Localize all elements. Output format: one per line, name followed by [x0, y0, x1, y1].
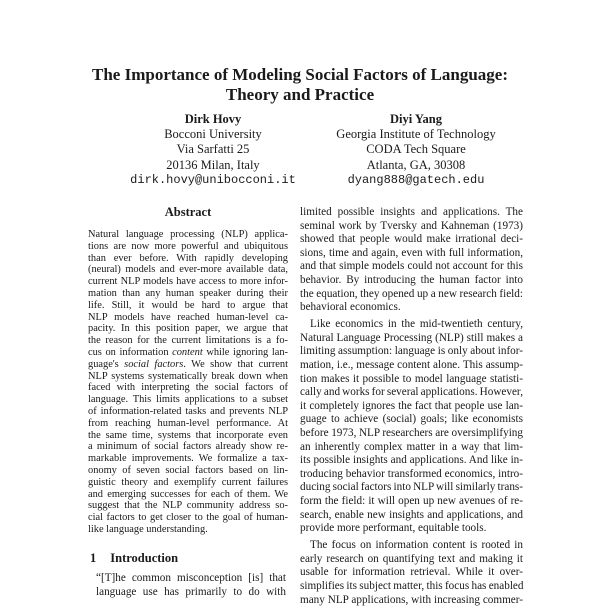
abstract-line: from reaching human-level performance. At — [88, 417, 288, 429]
quote-line: language use has primarily to do with — [96, 585, 286, 598]
intro-quote — [96, 572, 286, 599]
author-block-2 — [296, 112, 536, 188]
body-line: showed that people would make irrational deci- — [300, 233, 523, 246]
body-line: The focus on information content is rooted in — [310, 539, 523, 552]
section-number: 1 — [90, 551, 97, 565]
paper-title-line-2: Theory and Practice — [225, 85, 375, 104]
paragraph — [300, 318, 523, 536]
quote-line: “[T]he common misconception [is] that — [96, 572, 286, 584]
author-affiliation: Georgia Institute of Technology — [336, 127, 496, 142]
author-address: CODA Tech Square — [366, 142, 466, 157]
abstract-line: markable improvements. We formalize a tax- — [88, 453, 288, 465]
author-address: 20136 Milan, Italy — [166, 157, 260, 172]
body-line: search, enable new insights and applications, and — [300, 508, 523, 521]
abstract-line: the reason for the current limitations is a fo- — [88, 335, 288, 347]
body-line: before 1973, NLP researchers are oversimplifying — [300, 427, 523, 439]
abstract-line: life. Still, it would be hard to argue that — [88, 299, 288, 311]
body-line: troducing behavior transformed economics, intro- — [300, 467, 523, 480]
body-line: guage to achieve (social) goals; like economists — [300, 413, 523, 426]
author-email[interactable]: dyang888@gatech.edu — [347, 172, 485, 187]
body-line: Like economics in the mid-twentieth century, — [310, 318, 523, 331]
body-line: early research on quantifying text and making it — [300, 552, 523, 565]
body-line: limiting assumption: language is only about infor- — [300, 345, 523, 358]
author-name: Dirk Hovy — [184, 112, 242, 126]
abstract-line: cial factors to get closer to the goal of human- — [88, 512, 288, 524]
abstract-line: suggest that the NLP community address so- — [88, 500, 288, 512]
abstract-heading: Abstract — [164, 205, 212, 219]
abstract-line: language. This limits applications to a subset — [88, 394, 288, 406]
body-line: behavioral economics. — [300, 301, 401, 314]
body-line: the equation, they opened up a new research field: — [300, 287, 523, 300]
author-address: Via Sarfatti 25 — [176, 142, 250, 157]
right-column-body — [300, 206, 523, 607]
body-line: its possible insights and applications. And like in- — [300, 454, 523, 467]
body-line: sions, time and again, even with full information, — [300, 246, 523, 259]
abstract-line: the same time, systems that incorporate even — [88, 429, 288, 441]
body-line: tion makes it possible to model language statisti- — [300, 372, 523, 385]
abstract-line: current NLP models have access to more infor- — [88, 276, 288, 288]
abstract-line: faced with interpreting the social factors of — [88, 382, 288, 394]
author-email[interactable]: dirk.hovy@unibocconi.it — [130, 172, 296, 187]
body-line: ducing social factors into NLP will similarly trans- — [300, 481, 523, 494]
emphasis: content — [172, 346, 203, 358]
author-address: Atlanta, GA, 30308 — [366, 157, 466, 172]
paper-title-line-1: The Importance of Modeling Social Factors of Language: — [92, 65, 508, 84]
paragraph — [300, 539, 523, 607]
body-line: simplifies its subject matter, this focus has enabled — [300, 580, 524, 593]
abstract-line: a minimum of social factors already show re- — [88, 441, 288, 453]
abstract-line: pacity. In this position paper, we argue that — [88, 323, 288, 335]
abstract-line: like language understanding. — [88, 523, 208, 535]
paragraph — [300, 206, 523, 315]
body-line: mation, i.e., message content alone. This assump- — [300, 359, 523, 372]
abstract-line: and emerging successes for each of them. We — [88, 488, 288, 500]
abstract-line: than ever before. With rapidly developing — [88, 252, 288, 264]
body-line: many NLP applications, with increasing commer- — [300, 593, 523, 606]
abstract-line: mation than any human speaker during their — [88, 287, 288, 299]
emphasis: social factors — [124, 358, 184, 370]
body-line: seminal work by Tversky and Kahneman (1973) — [300, 219, 523, 232]
abstract-line: Natural language processing (NLP) applica- — [88, 229, 288, 240]
author-name: Diyi Yang — [390, 112, 442, 126]
body-line: behavior. By introducing the human factor into — [300, 273, 523, 286]
abstract-line: guistic theory and exemplify current failures — [88, 476, 288, 488]
section-heading-introduction — [90, 551, 178, 565]
abstract-line: tions are now more powerful and ubiquitous — [88, 240, 288, 252]
abstract-line: onomy of seven social factors based on lin- — [88, 464, 288, 476]
abstract-line: of information-related tasks and prevents NLP — [88, 405, 288, 417]
abstract-line: NLP models have reached human-level ca- — [88, 311, 288, 323]
body-line: and that simple models could not account for this — [300, 260, 523, 273]
body-line: an inherently complex matter in a way that lim- — [300, 440, 523, 453]
body-line: it completely ignores the fact that people use lan- — [300, 399, 523, 412]
abstract-line: guage's social factors. We show that current — [88, 358, 288, 370]
section-title: Introduction — [110, 551, 179, 565]
body-line: provide more performant, equitable tools. — [300, 522, 487, 535]
abstract-line: cus on information content while ignoring lan- — [88, 346, 288, 358]
abstract-line: (neural) models and ever-more available data, — [88, 264, 288, 276]
body-line: limited possible insights and applications. The — [300, 206, 523, 218]
body-line: usable for information retrieval. While it over- — [300, 566, 523, 579]
abstract-body — [88, 229, 288, 536]
abstract-line: NLP systems systematically break down when — [88, 370, 288, 382]
body-line: form the field: it will open up new avenues of re- — [300, 494, 523, 507]
author-affiliation: Bocconi University — [164, 127, 262, 142]
body-line: cally and works for several applications. However, — [300, 386, 523, 399]
body-line: Natural Language Processing (NLP) still makes a — [300, 331, 523, 344]
